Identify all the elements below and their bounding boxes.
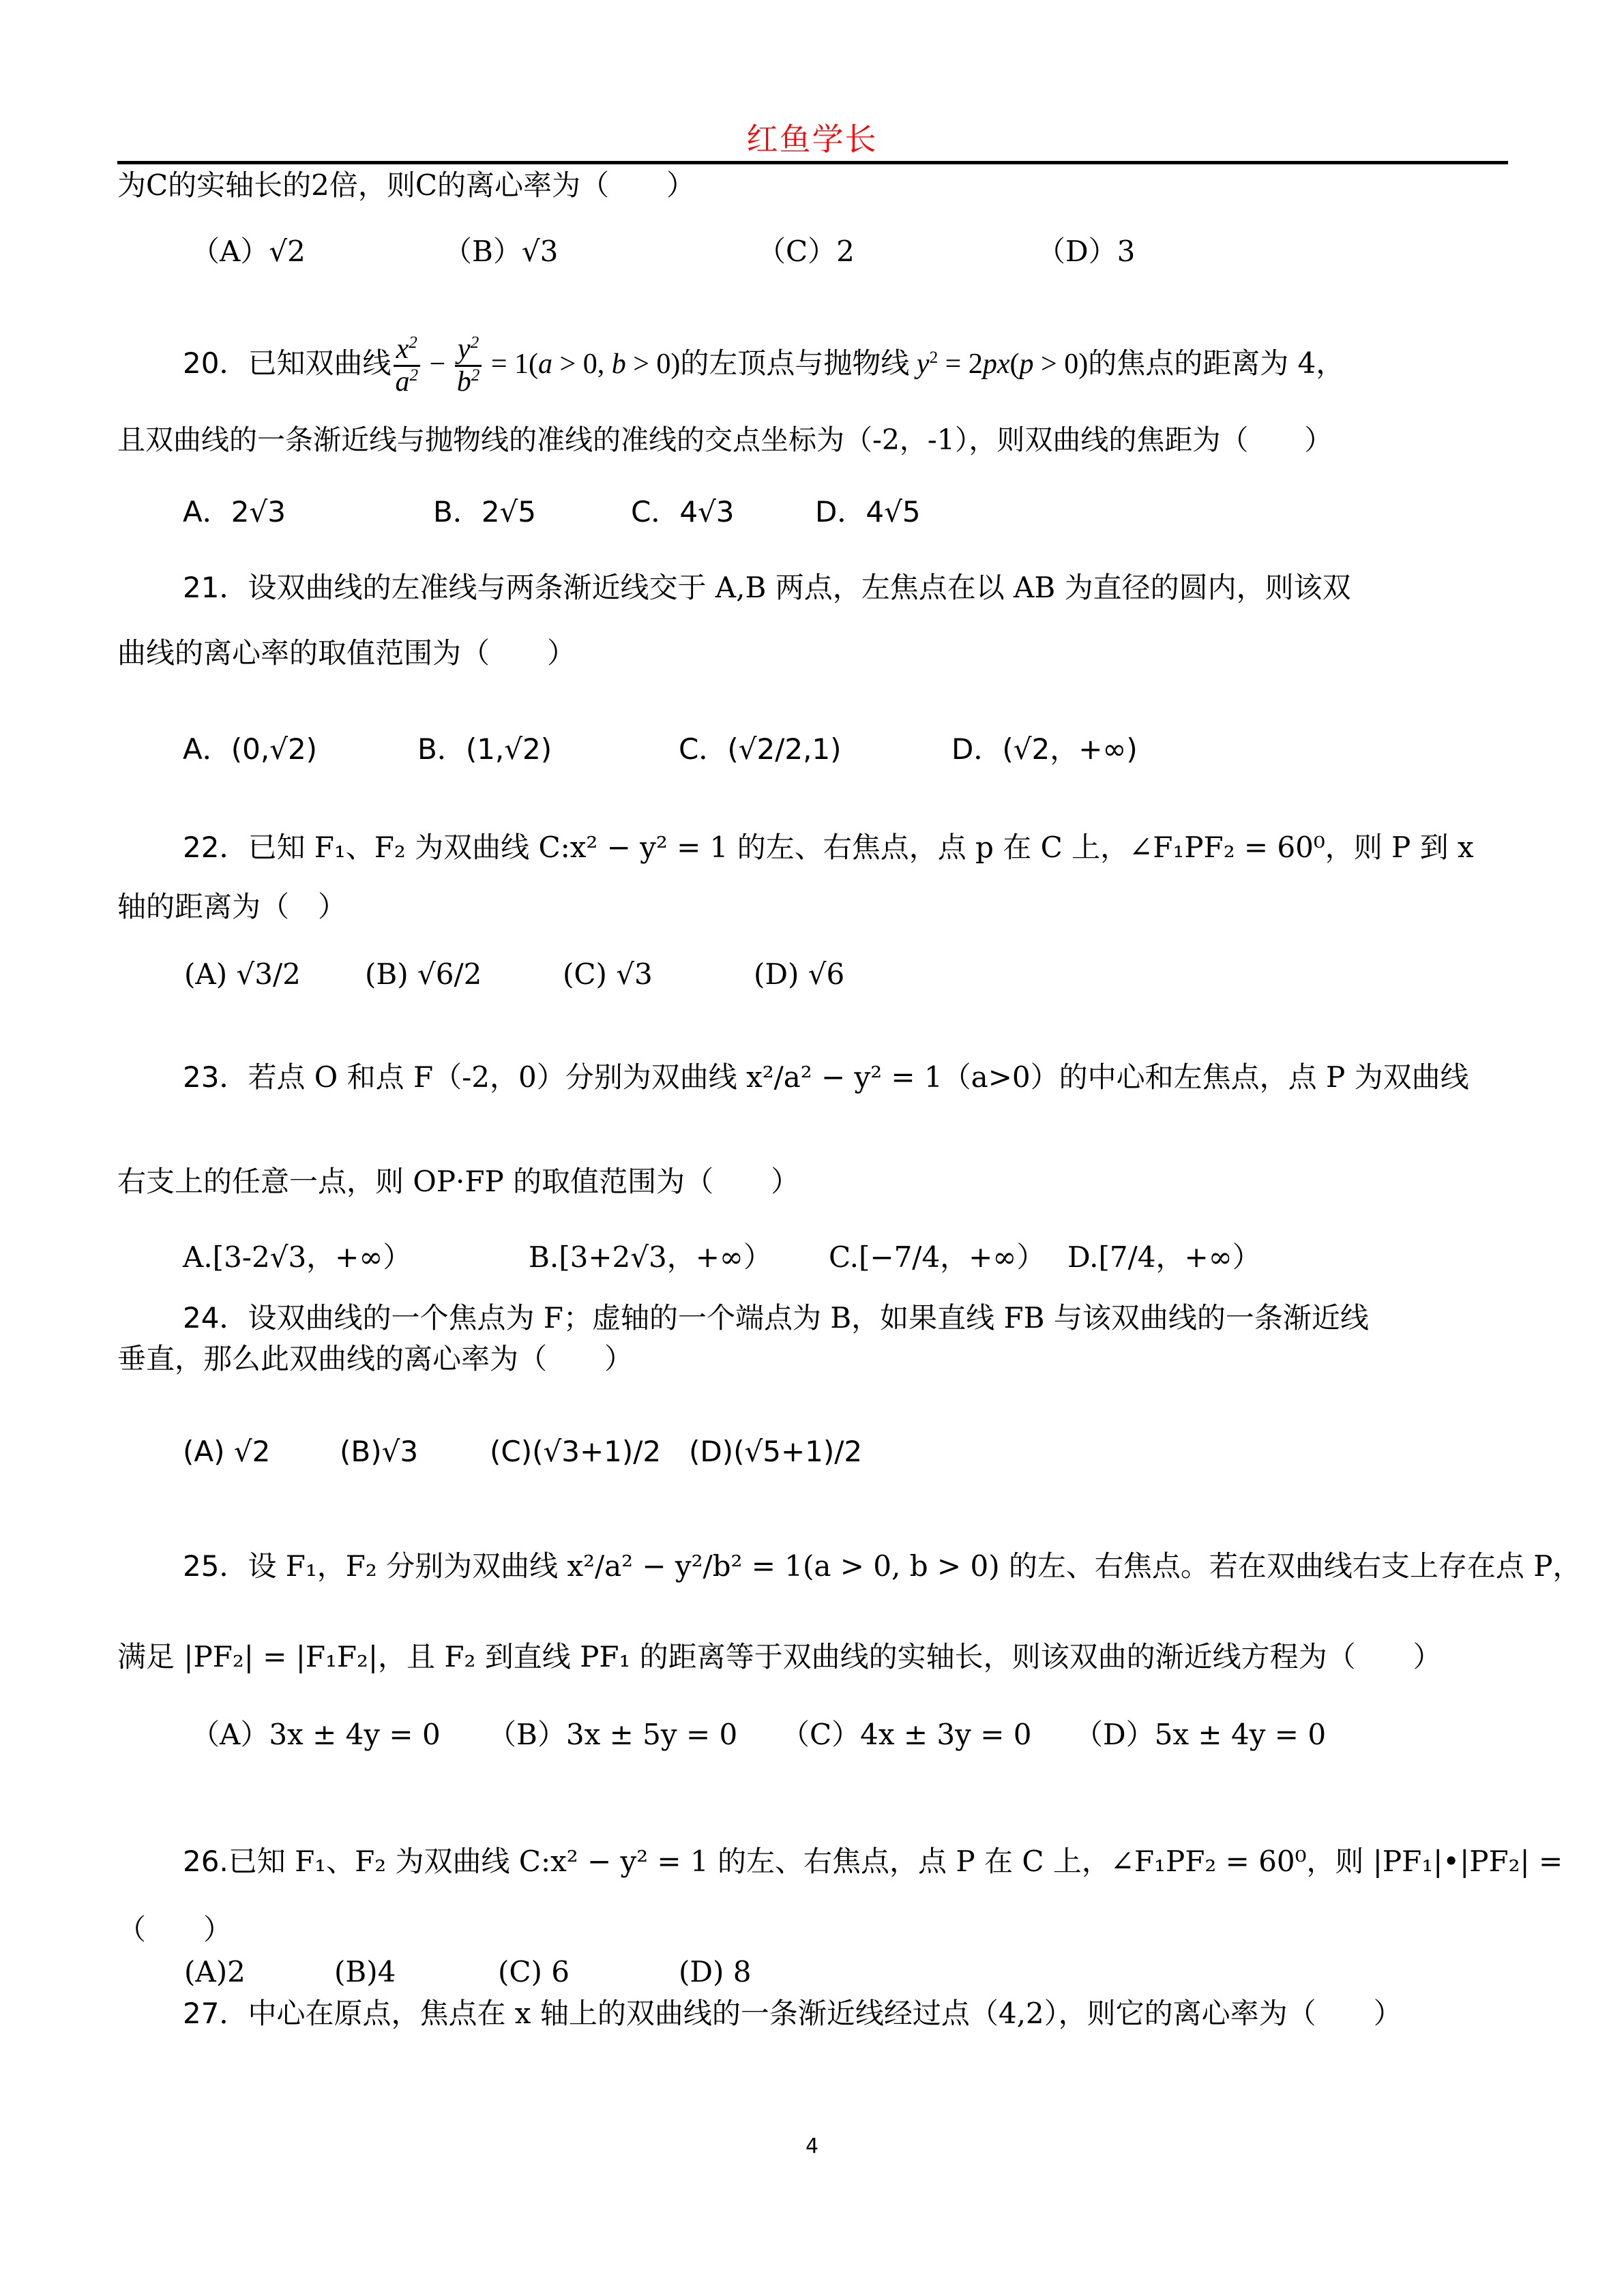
q21-option-b: B．(1,√2) [417, 732, 552, 766]
q22-option-a: (A) √3/2 [184, 957, 301, 991]
q24-option-a: (A) √2 [183, 1435, 271, 1468]
q27-text: 中心在原点，焦点在 x 轴上的双曲线的一条渐近线经过点（4,2），则它的离心率为（ ） [248, 1997, 1402, 2030]
q20-line2: 且双曲线的一条渐近线与抛物线的准线的准线的交点坐标为（-2，-1），则双曲线的焦距为（ ） [117, 423, 1333, 456]
q24-line1 [183, 1300, 1369, 1336]
page-header-title: 红鱼学长 [746, 121, 878, 158]
q23-line1 [183, 1060, 1469, 1095]
q23-text: 若点 O 和点 F（-2，0）分别为双曲线 x²/a² − y² = 1（a>0）的中心和左焦点，点 P 为双曲线 [248, 1060, 1469, 1094]
question-number: 20． [183, 346, 248, 380]
q25-line2: 满足 |PF₂| = |F₁F₂|，且 F₂ 到直线 PF₁ 的距离等于双曲线的实轴长，则该双曲的渐近线方程为（ ） [117, 1640, 1442, 1673]
q26-option-b: (B)4 [334, 1955, 396, 1988]
q25-option-d: （D）5x ± 4y = 0 [1074, 1718, 1327, 1751]
q25-option-c: （C）4x ± 3y = 0 [781, 1718, 1032, 1751]
q25-option-a: （A）3x ± 4y = 0 [191, 1718, 441, 1751]
q24-option-d: (D)(√5+1)/2 [689, 1435, 863, 1468]
q22-line1 [183, 830, 1474, 865]
fraction-y2-b2: $\frac{y^2}{b^2}$ [454, 334, 483, 396]
q20-text-a: 已知双曲线 [248, 346, 392, 380]
q26-option-d: (D) 8 [679, 1955, 752, 1988]
q25-line1 [183, 1549, 1582, 1584]
q19-option-d: （D）3 [1037, 235, 1136, 268]
q26-option-c: (C) 6 [498, 1955, 570, 1988]
q26-text: 已知 F₁、F₂ 为双曲线 C:x² − y² = 1 的左、右焦点，点 P 在 C 上，∠F₁PF₂ = 60⁰，则 |PF₁|•|PF₂| = [228, 1845, 1563, 1878]
q24-line2: 垂直，那么此双曲线的离心率为（ ） [117, 1342, 634, 1375]
q21-line1 [183, 570, 1351, 606]
q21-line2: 曲线的离心率的取值范围为（ ） [117, 636, 576, 670]
q20-line1: 20．已知双曲线 $\frac{x^2}{a^2}$ − $\frac{y^2}{b^2}$ = 1(a > 0, b > 0)的左顶点与抛物线 $y^2 = 2px(p > 0)$的焦点的距离为 4， [183, 333, 1345, 398]
fraction-x2-a2: $\frac{x^2}{a^2}$ [392, 334, 421, 396]
q26-line2: （ ） [117, 1913, 233, 1946]
q23-option-b: B.[3+2√3，+∞） [529, 1240, 772, 1274]
q24-option-c: (C)(√3+1)/2 [490, 1435, 662, 1468]
q23-line2: 右支上的任意一点，则 OP·FP 的取值范围为（ ） [117, 1165, 800, 1198]
q25-option-b: （B）3x ± 5y = 0 [488, 1718, 738, 1751]
q24-option-b: (B)√3 [340, 1435, 419, 1468]
q22-option-d: (D) √6 [754, 957, 845, 991]
q24-text: 设双曲线的一个焦点为 F；虚轴的一个端点为 B，如果直线 FB 与该双曲线的一条渐近线 [248, 1301, 1369, 1335]
q22-option-b: (B) √6/2 [365, 957, 482, 991]
q19-option-a: （A）√2 [191, 235, 306, 268]
q21-text: 设双曲线的左准线与两条渐近线交于 A,B 两点，左焦点在以 AB 为直径的圆内，则该双 [248, 571, 1351, 604]
q19-option-c: （C）2 [757, 235, 855, 268]
q22-option-c: (C) √3 [563, 957, 653, 991]
q21-option-c: C．(√2/2,1) [679, 732, 842, 766]
q22-text: 已知 F₁、F₂ 为双曲线 C:x² − y² = 1 的左、右焦点，点 p 在 C 上，∠F₁PF₂ = 60⁰，则 P 到 x [248, 831, 1474, 864]
q19-option-b: （B）√3 [443, 235, 559, 268]
q25-text: 设 F₁，F₂ 分别为双曲线 x²/a² − y²/b² = 1(a > 0, b > 0) 的左、右焦点。若在双曲线右支上存在点 P， [248, 1549, 1582, 1583]
question-number: 21． [183, 571, 248, 604]
question-number: 25． [183, 1549, 248, 1583]
q23-option-c: C.[−7/4，+∞） [829, 1240, 1046, 1274]
q26-line1 [183, 1844, 1563, 1879]
q21-option-a: A．(0,√2) [183, 732, 318, 766]
question-number: 27． [183, 1997, 248, 2030]
header-divider [117, 161, 1508, 164]
page-number: 4 [805, 2134, 819, 2158]
question-number: 23． [183, 1060, 248, 1094]
q20-text-c: 的焦点的距离为 4， [1088, 346, 1345, 380]
q20-option-c: C．4√3 [631, 495, 735, 528]
q20-option-a: A．2√3 [183, 495, 286, 528]
q27-line1 [183, 1996, 1402, 2031]
question-number: 24． [183, 1301, 248, 1335]
q23-option-a: A.[3-2√3，+∞） [183, 1240, 412, 1274]
q26-option-a: (A)2 [184, 1955, 246, 1988]
q22-line2: 轴的距离为（ ） [117, 890, 347, 923]
q21-option-d: D．(√2，+∞) [951, 732, 1138, 766]
q20-text-b: 的左顶点与抛物线 [680, 346, 910, 380]
q19-tail: 为C的实轴长的2倍，则C的离心率为（ ） [117, 168, 695, 202]
q20-option-b: B．2√5 [433, 495, 537, 528]
question-number: 26. [183, 1845, 228, 1878]
question-number: 22． [183, 831, 248, 864]
q23-option-d: D.[7/4，+∞） [1067, 1240, 1261, 1274]
q20-option-d: D．4√5 [815, 495, 921, 528]
